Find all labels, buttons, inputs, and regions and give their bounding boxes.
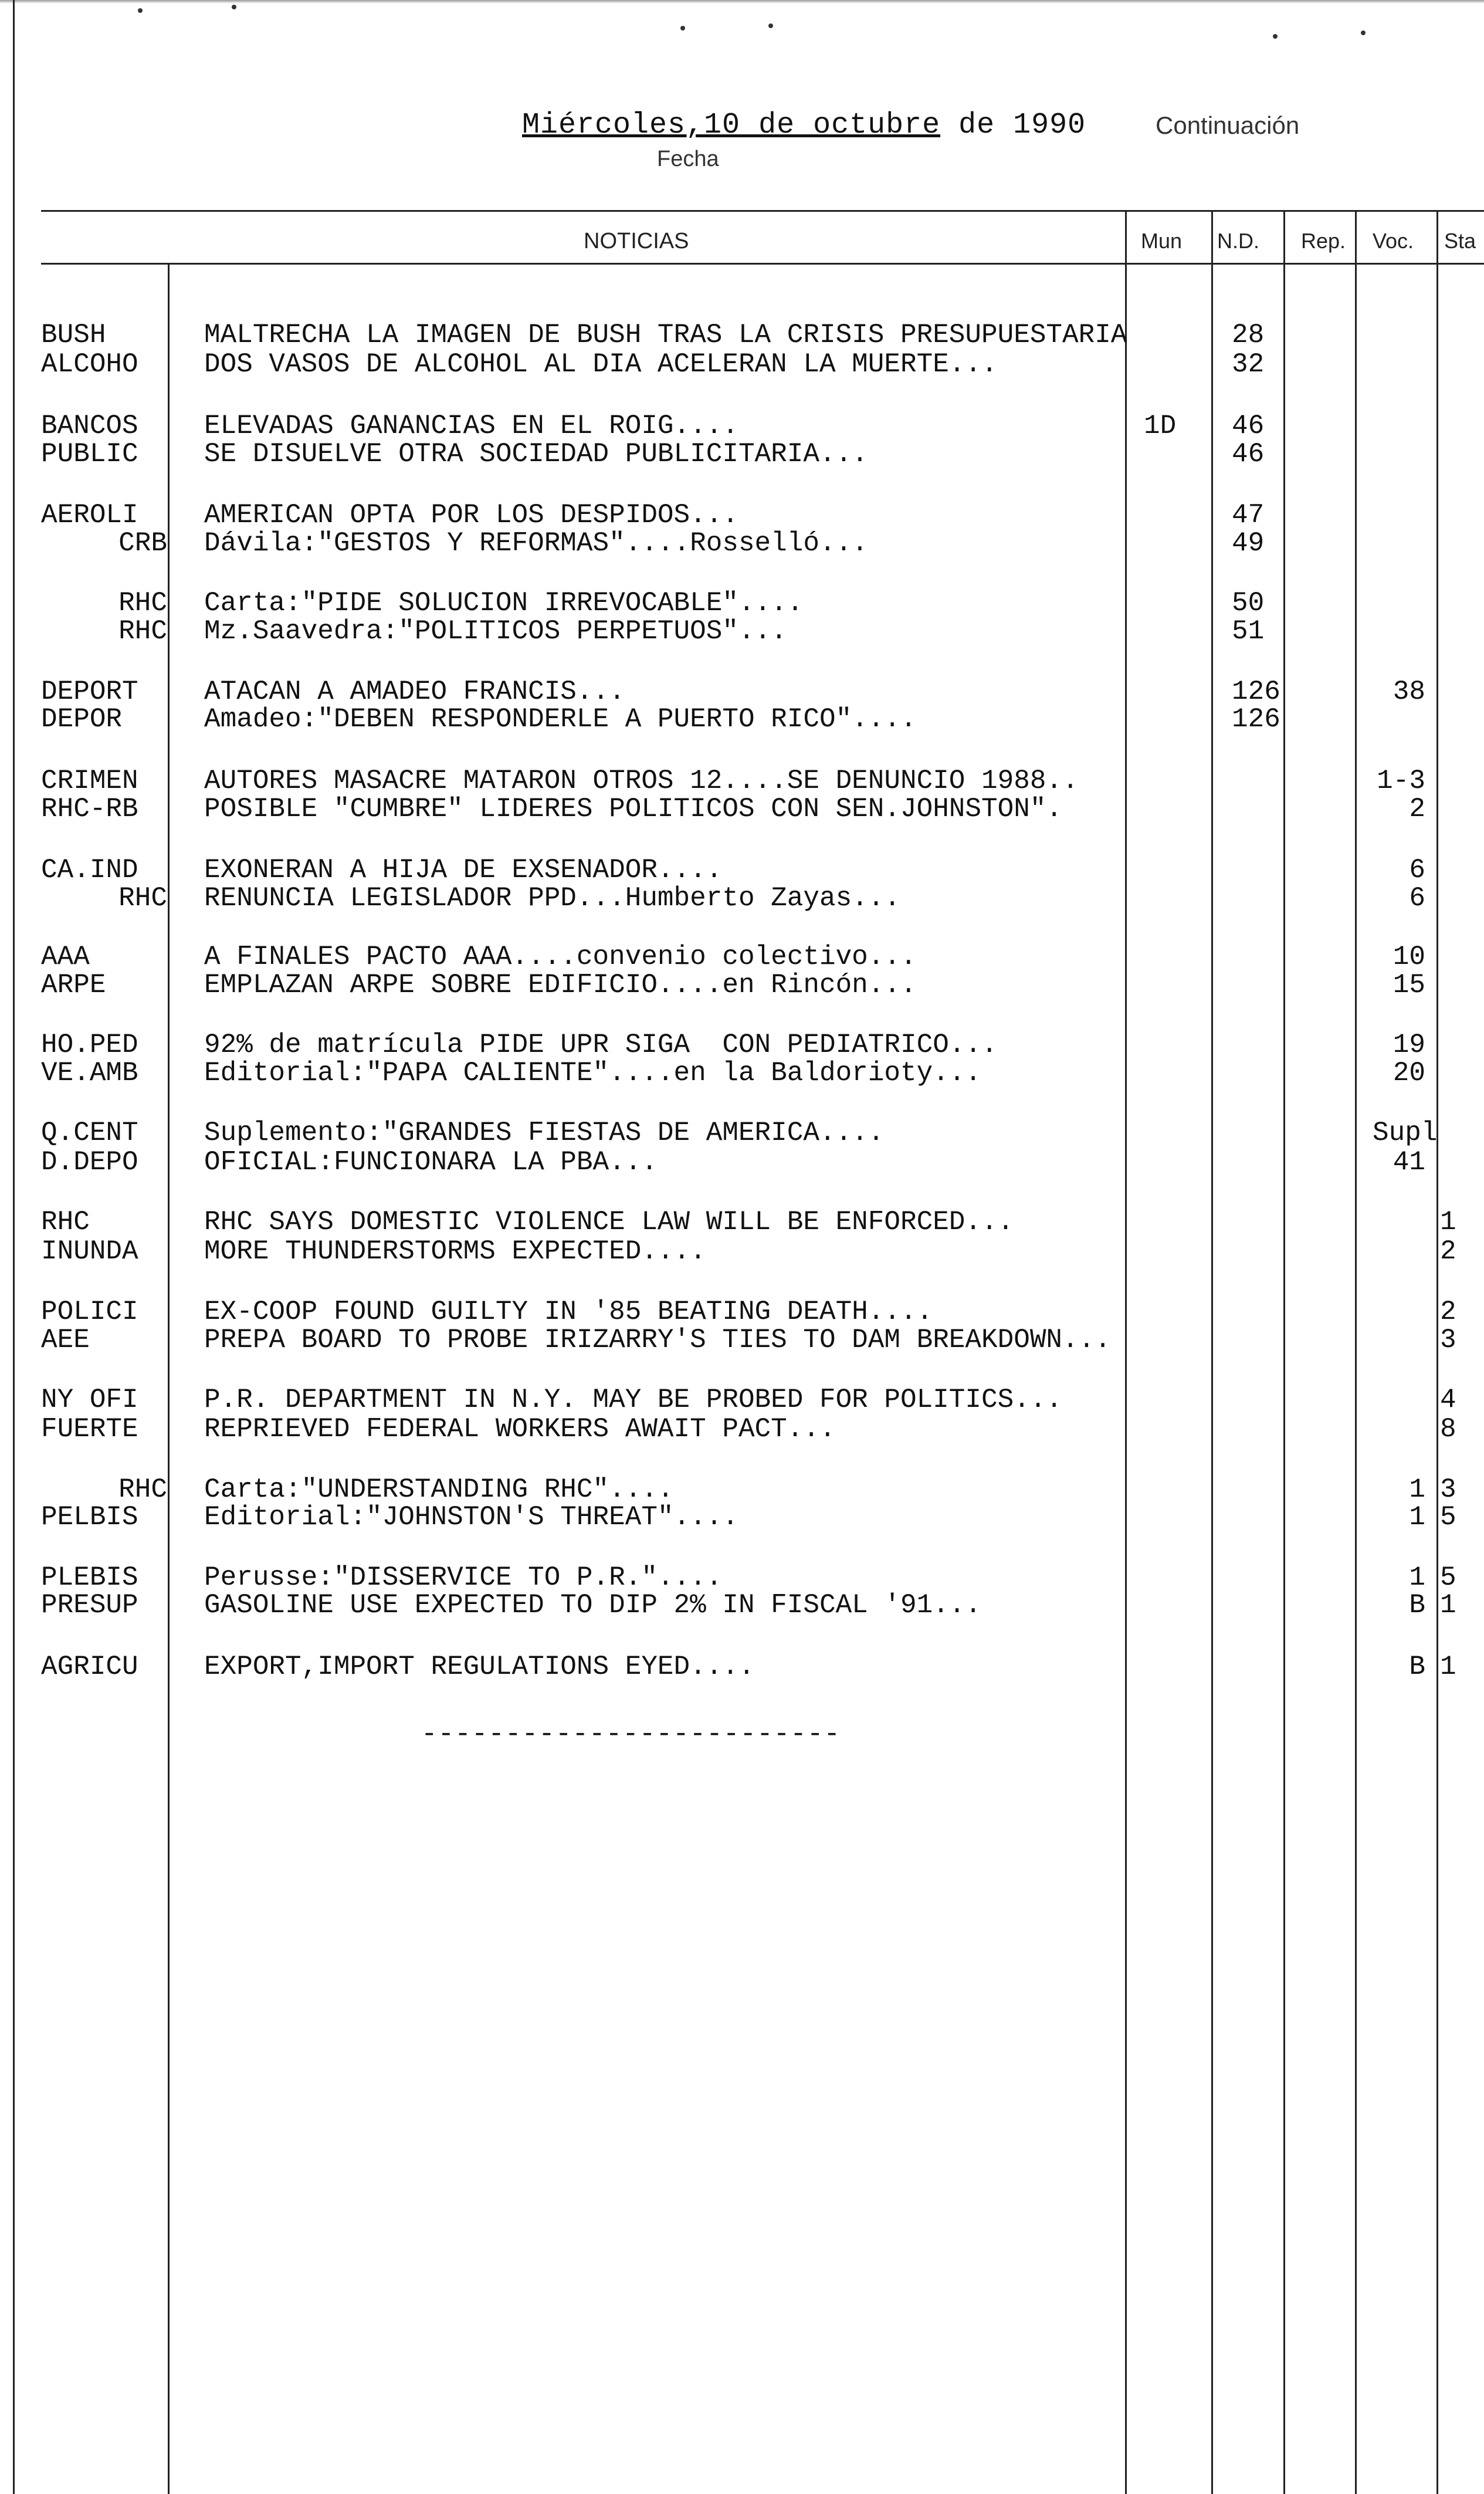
row-code: CRIMEN [41, 766, 138, 796]
table-row [0, 676, 1484, 707]
row-headline: RHC SAYS DOMESTIC VIOLENCE LAW WILL BE ENFORCED... [204, 1207, 1014, 1237]
table-row [0, 794, 1484, 824]
table-row [0, 320, 1484, 350]
row-code: VE.AMB [41, 1058, 138, 1088]
row-headline: Dávila:"GESTOS Y REFORMAS"....Rosselló... [204, 528, 868, 559]
row-headline: EMPLAZAN ARPE SOBRE EDIFICIO....en Rincón... [204, 970, 917, 1000]
row-mun: 1D [1144, 411, 1177, 441]
row-voc: 19 [1392, 1030, 1425, 1060]
row-code: DEPOR [41, 704, 123, 735]
row-code: PUBLIC [41, 439, 138, 469]
row-headline: AUTORES MASACRE MATARON OTROS 12....SE DENUNCIO 1988.. [204, 766, 1079, 796]
row-code: AGRICU [41, 1652, 138, 1682]
row-headline: A FINALES PACTO AAA....convenio colectivo... [204, 942, 917, 972]
row-voc: B [1409, 1590, 1425, 1620]
row-code: RHC [118, 616, 167, 647]
row-nd: 32 [1232, 349, 1265, 380]
table-row [0, 704, 1484, 735]
table-row [0, 1385, 1484, 1415]
row-headline: OFICIAL:FUNCIONARA LA PBA... [204, 1147, 658, 1177]
row-code: Q.CENT [41, 1118, 138, 1148]
row-voc: Supl [1373, 1118, 1438, 1148]
row-headline: ATACAN A AMADEO FRANCIS... [204, 676, 625, 707]
row-code: PLEBIS [41, 1562, 138, 1593]
row-sta: 2 [1440, 1297, 1456, 1327]
table-row [0, 1118, 1484, 1148]
column-header-voc: Voc. [1373, 229, 1414, 253]
table-row [0, 1297, 1484, 1327]
row-sta: 1 [1440, 1652, 1456, 1682]
table-row [0, 883, 1484, 913]
row-voc: 1-3 [1377, 766, 1425, 796]
punch-mark [1361, 31, 1366, 35]
row-headline: MALTRECHA LA IMAGEN DE BUSH TRAS LA CRISIS PRESUPUESTARIA [204, 320, 1127, 350]
row-code: RHC [41, 1207, 90, 1237]
table-row [0, 1474, 1484, 1505]
row-code: PRESUP [41, 1590, 138, 1620]
row-sta: 2 [1440, 1236, 1456, 1267]
fecha-label: Fecha [657, 147, 719, 171]
table-row [0, 1652, 1484, 1682]
row-code: INUNDA [41, 1236, 138, 1267]
date-year: de 1990 [940, 109, 1086, 142]
row-voc: 41 [1392, 1147, 1425, 1177]
row-voc: 6 [1409, 883, 1425, 913]
row-nd: 50 [1232, 588, 1265, 618]
row-headline: MORE THUNDERSTORMS EXPECTED.... [204, 1236, 706, 1267]
continuacion-label: Continuación [1156, 111, 1300, 139]
row-code: POLICI [41, 1297, 138, 1327]
punch-mark [138, 8, 143, 13]
row-headline: SE DISUELVE OTRA SOCIEDAD PUBLICITARIA... [204, 439, 868, 469]
row-code: RHC [118, 1474, 167, 1505]
row-code: NY OFI [41, 1385, 138, 1415]
punch-mark [768, 23, 773, 28]
row-code: AAA [41, 942, 90, 972]
column-header-mun: Mun [1141, 229, 1183, 253]
row-headline: Perusse:"DISSERVICE TO P.R.".... [204, 1562, 723, 1593]
row-sta: 1 [1440, 1590, 1456, 1620]
table-row [0, 1058, 1484, 1088]
table-row [0, 855, 1484, 885]
row-headline: AMERICAN OPTA POR LOS DESPIDOS... [204, 500, 738, 530]
row-sta: 3 [1440, 1325, 1456, 1355]
row-code: PELBIS [41, 1502, 138, 1532]
row-voc: 10 [1392, 942, 1425, 972]
row-sta: 1 [1440, 1207, 1456, 1237]
row-code: AEE [41, 1325, 90, 1355]
row-headline: Carta:"PIDE SOLUCION IRREVOCABLE".... [204, 588, 804, 618]
column-header-rep: Rep. [1301, 229, 1346, 253]
table-row [0, 1414, 1484, 1444]
table-row [0, 616, 1484, 647]
row-nd: 126 [1232, 676, 1280, 707]
table-row [0, 528, 1484, 559]
column-header-sta: Sta [1444, 229, 1476, 253]
row-headline: GASOLINE USE EXPECTED TO DIP 2% IN FISCAL '91... [204, 1590, 982, 1620]
row-voc: 15 [1392, 970, 1425, 1000]
table-row [0, 1562, 1484, 1593]
table-row [0, 500, 1484, 530]
row-headline: ELEVADAS GANANCIAS EN EL ROIG.... [204, 411, 738, 441]
table-row [0, 1147, 1484, 1177]
top-edge-shadow [0, 0, 1484, 4]
row-nd: 46 [1232, 439, 1265, 469]
row-code: RHC [118, 588, 167, 618]
row-nd: 47 [1232, 500, 1265, 530]
table-row [0, 1590, 1484, 1620]
column-header-noticias: NOTICIAS [584, 229, 689, 253]
row-nd: 51 [1232, 616, 1265, 647]
row-headline: Carta:"UNDERSTANDING RHC".... [204, 1474, 674, 1505]
row-voc: B [1409, 1652, 1425, 1682]
date-text: Miércoles,10 de octubre [522, 109, 941, 142]
table-row [0, 411, 1484, 441]
row-code: RHC-RB [41, 794, 138, 824]
closing-dash-line: ------------------------- [421, 1719, 841, 1749]
row-headline: Editorial:"JOHNSTON'S THREAT".... [204, 1502, 738, 1532]
row-headline: EXONERAN A HIJA DE EXSENADOR.... [204, 855, 723, 885]
table-row [0, 1236, 1484, 1267]
row-nd: 46 [1232, 411, 1265, 441]
row-headline: P.R. DEPARTMENT IN N.Y. MAY BE PROBED FOR POLITICS... [204, 1385, 1063, 1415]
table-row [0, 1325, 1484, 1355]
table-row [0, 1030, 1484, 1060]
row-voc: 38 [1392, 676, 1425, 707]
row-code: D.DEPO [41, 1147, 138, 1177]
row-code: CA.IND [41, 855, 138, 885]
punch-mark [232, 5, 236, 9]
row-headline: 92% de matrícula PIDE UPR SIGA CON PEDIATRICO... [204, 1030, 998, 1060]
row-code: CRB [118, 528, 167, 559]
row-headline: Mz.Saavedra:"POLITICOS PERPETUOS"... [204, 616, 787, 647]
table-row [0, 439, 1484, 469]
row-code: HO.PED [41, 1030, 138, 1060]
row-nd: 126 [1232, 704, 1280, 735]
date-line [522, 109, 1086, 142]
row-headline: DOS VASOS DE ALCOHOL AL DIA ACELERAN LA MUERTE... [204, 349, 998, 380]
row-headline: EXPORT,IMPORT REGULATIONS EYED.... [204, 1652, 755, 1682]
row-code: FUERTE [41, 1414, 138, 1444]
header-bottom-rule [41, 263, 1484, 265]
row-sta: 8 [1440, 1414, 1456, 1444]
row-headline: PREPA BOARD TO PROBE IRIZARRY'S TIES TO DAM BREAKDOWN... [204, 1325, 1111, 1355]
header-top-rule [41, 210, 1484, 212]
row-code: AEROLI [41, 500, 138, 530]
row-voc: 1 [1409, 1502, 1425, 1532]
row-sta: 5 [1440, 1502, 1456, 1532]
row-code: BUSH [41, 320, 106, 350]
row-code: RHC [118, 883, 167, 913]
row-voc: 1 [1409, 1562, 1425, 1593]
row-voc: 2 [1409, 794, 1425, 824]
row-nd: 28 [1232, 320, 1265, 350]
row-headline: REPRIEVED FEDERAL WORKERS AWAIT PACT... [204, 1414, 836, 1444]
row-sta: 3 [1440, 1474, 1456, 1505]
table-row [0, 1207, 1484, 1237]
table-row [0, 1502, 1484, 1532]
row-code: DEPORT [41, 676, 138, 707]
column-header-nd: N.D. [1217, 229, 1259, 253]
table-row [0, 942, 1484, 972]
punch-mark [680, 26, 685, 31]
row-voc: 1 [1409, 1474, 1425, 1505]
row-headline: Suplemento:"GRANDES FIESTAS DE AMERICA.... [204, 1118, 885, 1148]
row-code: ARPE [41, 970, 106, 1000]
row-sta: 4 [1440, 1385, 1456, 1415]
row-voc: 20 [1392, 1058, 1425, 1088]
row-voc: 6 [1409, 855, 1425, 885]
row-headline: Editorial:"PAPA CALIENTE"....en la Baldorioty... [204, 1058, 982, 1088]
row-nd: 49 [1232, 528, 1265, 559]
table-row [0, 588, 1484, 618]
row-headline: RENUNCIA LEGISLADOR PPD...Humberto Zayas... [204, 883, 900, 913]
table-row [0, 766, 1484, 796]
row-headline: Amadeo:"DEBEN RESPONDERLE A PUERTO RICO".... [204, 704, 917, 735]
row-headline: POSIBLE "CUMBRE" LIDERES POLITICOS CON SEN.JOHNSTON". [204, 794, 1063, 824]
row-headline: EX-COOP FOUND GUILTY IN '85 BEATING DEATH.... [204, 1297, 933, 1327]
punch-mark [1273, 34, 1278, 39]
row-code: BANCOS [41, 411, 138, 441]
table-row [0, 349, 1484, 380]
table-row [0, 970, 1484, 1000]
row-code: ALCOHO [41, 349, 138, 380]
row-sta: 5 [1440, 1562, 1456, 1593]
